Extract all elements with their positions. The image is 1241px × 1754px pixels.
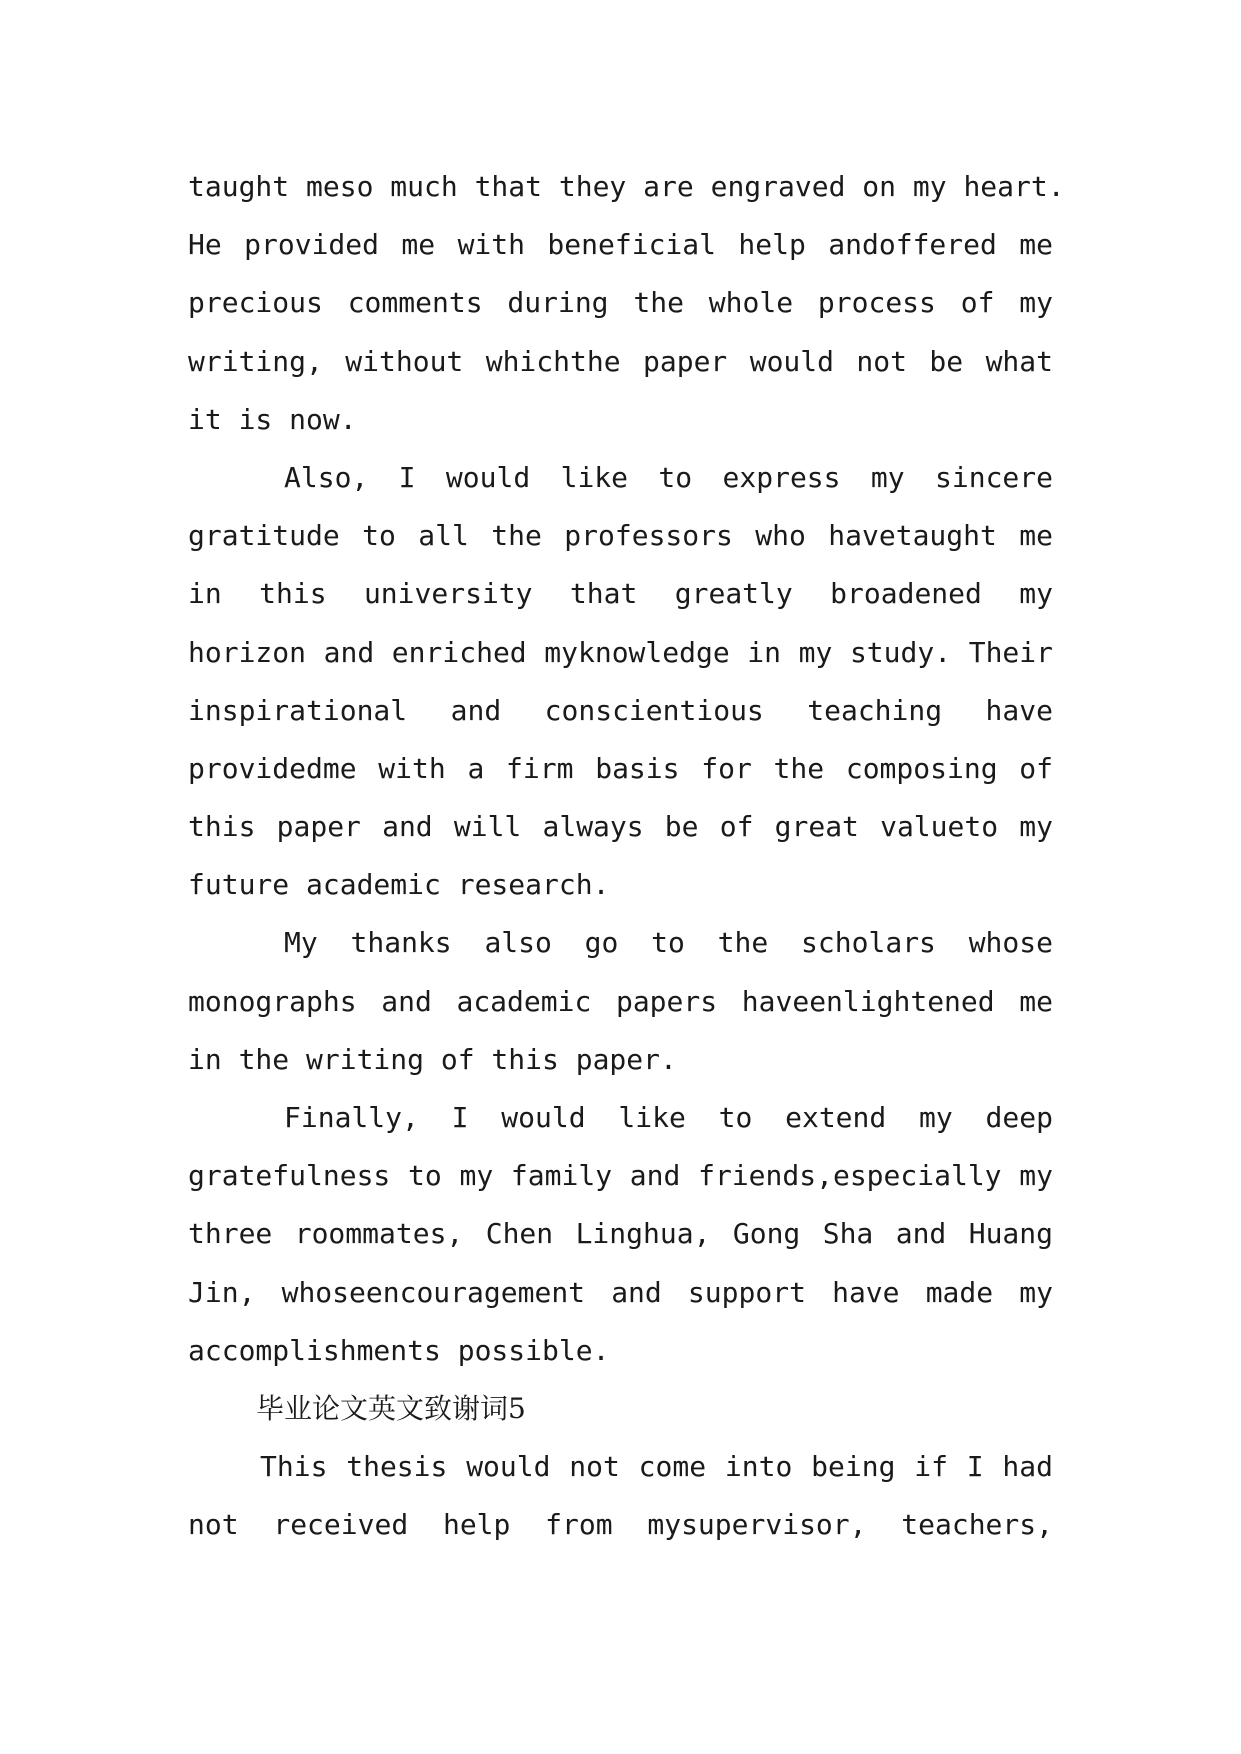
text-line: My thanks also go to the scholars whose [284, 926, 1053, 960]
text-line: writing, without whichthe paper would not be what [188, 344, 1053, 378]
text-line: it is now. [188, 402, 357, 436]
document-body [188, 158, 1065, 1555]
text-line: inspirational and conscientious teaching have [188, 693, 1053, 727]
text-line: Also, I would like to express my sincere [284, 460, 1053, 494]
paragraph-1 [188, 158, 1065, 449]
text-line: Jin, whoseencouragement and support have made my [188, 1275, 1053, 1309]
text-line: precious comments during the whole process of my [188, 286, 1053, 320]
text-line: monographs and academic papers haveenlightened me [188, 984, 1053, 1018]
text-line: accomplishments possible. [188, 1333, 610, 1367]
text-line: He provided me with beneficial help andoffered me [188, 228, 1053, 262]
text-line: Finally, I would like to extend my deep [284, 1101, 1053, 1134]
text-line: gratitude to all the professors who havetaught me [188, 519, 1053, 553]
text-line: gratefulness to my family and friends,especially my [188, 1159, 1053, 1193]
text-line: this paper and will always be of great valueto my [188, 810, 1053, 844]
text-line: three roommates, Chen Linghua, Gong Sha and Huang [188, 1217, 1053, 1251]
paragraph-3 [188, 914, 1053, 1089]
text-line: in this university that greatly broadened my [188, 577, 1053, 611]
paragraph-4 [188, 1089, 1053, 1380]
section-heading: 毕业论文英文致谢词5 [256, 1391, 526, 1425]
paragraph-5 [188, 1438, 1053, 1554]
text-line: This thesis would not come into being if I had [260, 1450, 1053, 1484]
text-line: horizon and enriched myknowledge in my study. Their [188, 635, 1053, 669]
text-line: taught meso much that they are engraved on my heart. [188, 170, 1065, 203]
text-line: future academic research. [188, 868, 610, 902]
text-line: providedme with a firm basis for the composing of [188, 751, 1053, 785]
text-line: not received help from mysupervisor, teachers, [188, 1508, 1053, 1542]
paragraph-2 [188, 449, 1053, 915]
text-line: in the writing of this paper. [188, 1042, 677, 1076]
